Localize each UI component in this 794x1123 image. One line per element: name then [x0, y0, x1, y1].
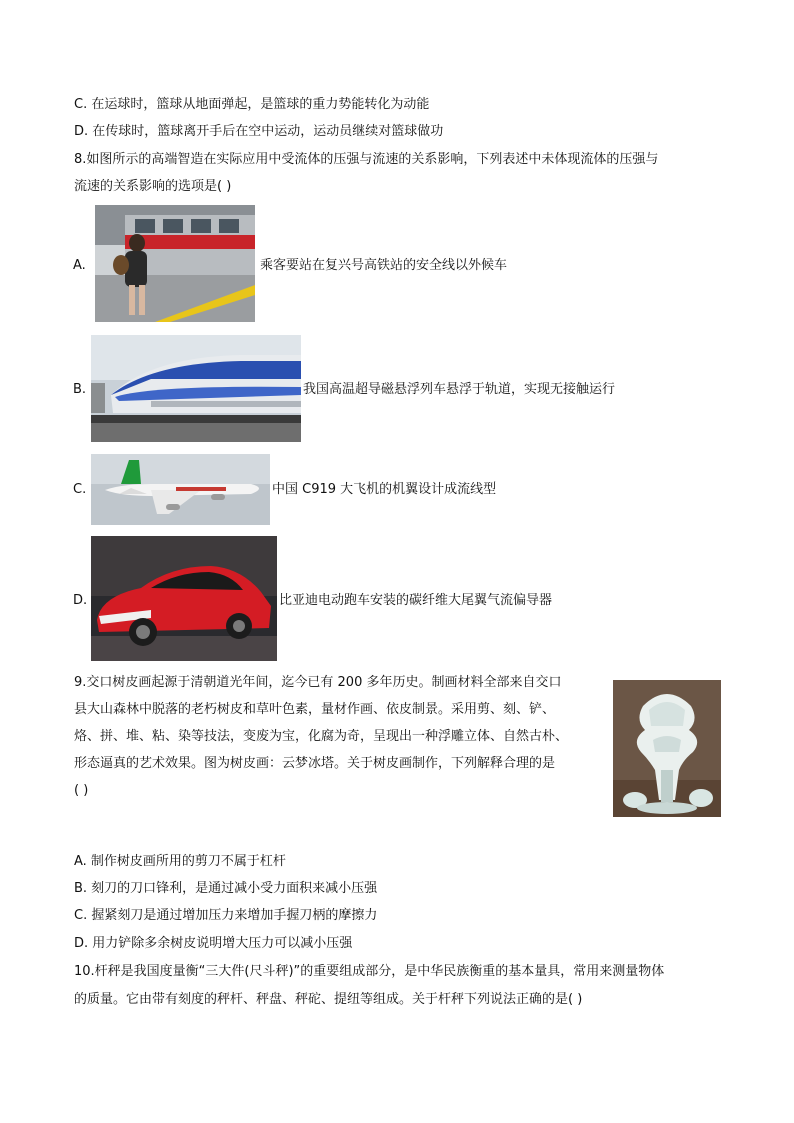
- q8-option-b-image: [91, 335, 301, 442]
- q9-stem-line1: 9.交口树皮画起源于清朝道光年间，迄今已有 200 多年历史。制画材料全部来自交口: [74, 675, 562, 690]
- q8-option-d-letter: D.: [73, 593, 88, 608]
- q8-stem-line2: 流速的关系影响的选项是( ): [74, 179, 232, 194]
- q9-option-b: B. 刻刀的刀口锋利，是通过减小受力面积来减小压强: [74, 881, 378, 896]
- q10-stem-line1: 10.杆秤是我国度量衡“三大件(尺斗秤)”的重要组成部分，是中华民族衡重的基本量具，常用来测量物体: [74, 964, 665, 979]
- q8-option-d-text: 比亚迪电动跑车安装的碳纤维大尾翼气流偏导器: [279, 593, 553, 608]
- q9-option-d: D. 用力铲除多余树皮说明增大压力可以减小压强: [74, 936, 353, 951]
- q9-option-a: A. 制作树皮画所用的剪刀不属于杠杆: [74, 854, 286, 869]
- q8-option-a-image: [95, 205, 255, 322]
- q8-option-d-image: [91, 536, 277, 661]
- q9-bark-painting-image: [613, 680, 721, 817]
- q9-stem-line2: 县大山森林中脱落的老朽树皮和草叶色素，量材作画、依皮制景。采用剪、刻、铲、: [74, 702, 556, 717]
- q9-stem-line5: ( ): [74, 783, 89, 798]
- q8-stem-line1: 8.如图所示的高端智造在实际应用中受流体的压强与流速的关系影响，下列表述中未体现流体的压强与: [74, 152, 659, 167]
- q7-option-c: C. 在运球时，篮球从地面弹起，是篮球的重力势能转化为动能: [74, 97, 430, 112]
- q8-option-c-text: 中国 C919 大飞机的机翼设计成流线型: [272, 482, 497, 497]
- q10-stem-line2: 的质量。它由带有刻度的秤杆、秤盘、秤砣、提纽等组成。关于杆秤下列说法正确的是( ): [74, 992, 583, 1007]
- q9-stem-line4: 形态逼真的艺术效果。图为树皮画：云梦冰塔。关于树皮画制作，下列解释合理的是: [74, 756, 556, 771]
- q8-option-a-text: 乘客要站在复兴号高铁站的安全线以外候车: [260, 258, 508, 273]
- q8-option-b-text: 我国高温超导磁悬浮列车悬浮于轨道，实现无接触运行: [303, 382, 616, 397]
- q9-option-c: C. 握紧刻刀是通过增加压力来增加手握刀柄的摩擦力: [74, 908, 378, 923]
- q8-option-b-letter: B.: [73, 382, 87, 397]
- q8-option-c-letter: C.: [73, 482, 87, 497]
- q8-option-a-letter: A.: [73, 258, 86, 273]
- q8-option-c-image: [91, 454, 270, 525]
- q7-option-d: D. 在传球时，篮球离开手后在空中运动，运动员继续对篮球做功: [74, 124, 444, 139]
- q9-stem-line3: 烙、拼、堆、粘、染等技法，变废为宝，化腐为奇，呈现出一种浮雕立体、自然古朴、: [74, 729, 569, 744]
